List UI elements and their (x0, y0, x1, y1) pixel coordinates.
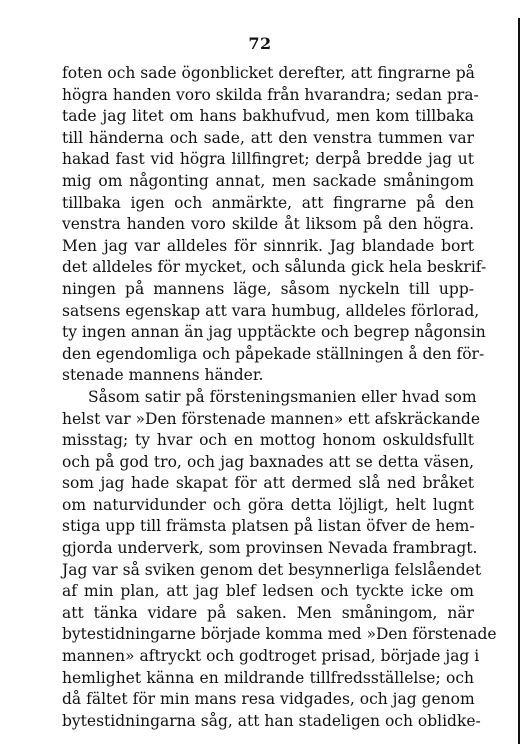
text-line: stiga upp till främsta platsen på listan öfver de hem- (62, 517, 475, 536)
text-line: Jag var så sviken genom det besynnerliga felslåendet (62, 560, 482, 579)
text-line: då fältet för min mans resa vidgades, och jag genom (62, 690, 475, 709)
text-line: hakad fast vid högra lillfingret; derpå bredde jag ut (62, 150, 474, 169)
text-line: Men jag var alldeles för sinnrik. Jag blandade bort (62, 236, 474, 255)
text-line: till händerna och sade, att den venstra tummen var (62, 128, 474, 147)
text-line: att tänka vidare på saken. Men småningom, när (62, 603, 474, 622)
page-number: 72 (248, 34, 272, 53)
text-line: stenade mannens händer. (62, 366, 264, 385)
text-line: det alldeles för mycket, och sålunda gick hela beskrif- (62, 258, 487, 277)
text-line: som jag hade skapat för att dermed slå ned bråket (62, 474, 474, 493)
text-line: ningen på mannens läge, såsom nyckeln till upp- (62, 279, 474, 298)
text-line: satsens egenskap att vara humbug, alldeles förlorad, (62, 301, 480, 320)
text-line: mannen» aftryckt och godtroget prisad, började jag i (62, 647, 480, 666)
text-line: mig om någonting annat, men sackade småningom (62, 171, 474, 190)
text-line: helst var »Den förstenade mannen» ett afskräckande (62, 409, 481, 428)
text-line: foten och sade ögonblicket derefter, att fingrarne på (62, 64, 475, 82)
text-line: venstra handen voro skilde åt liksom på den högra. (62, 215, 474, 234)
text-line: ty ingen annan än jag upptäckte och begrep någonsin (62, 323, 486, 342)
text-line: bytestidningarna såg, att han stadeligen och oblidke- (62, 711, 481, 730)
body-text (62, 63, 497, 732)
text-line: af min plan, att jag blef ledsen och tyckte icke om (62, 582, 474, 601)
text-line: om naturvidunder och göra detta löjligt, helt lugnt (62, 495, 474, 514)
text-line: tade jag litet om hans bakhufvud, men kom tillbaka (62, 107, 474, 126)
text-line: hemlighet känna en mildrande tillfredsställelse; och (62, 668, 474, 687)
text-line: misstag; ty hvar och en mottog honom oskuldsfullt (62, 431, 474, 450)
text-line: Såsom satir på försteningsmanien eller hvad som (88, 387, 477, 406)
text-line: bytestidningarne började komma med »Den förstenade (62, 625, 497, 644)
text-line: och på god tro, och jag baxnades att se detta väsen, (62, 452, 474, 471)
text-line: gjorda underverk, som provinsen Nevada frambragt. (62, 539, 478, 558)
text-line: tillbaka igen och anmärkte, att fingrarne på den (62, 193, 474, 212)
text-line: den egendomliga och påpekade ställningen å den för- (62, 344, 485, 363)
text-line: högra handen voro skilda från hvarandra; sedan pra- (62, 85, 479, 104)
